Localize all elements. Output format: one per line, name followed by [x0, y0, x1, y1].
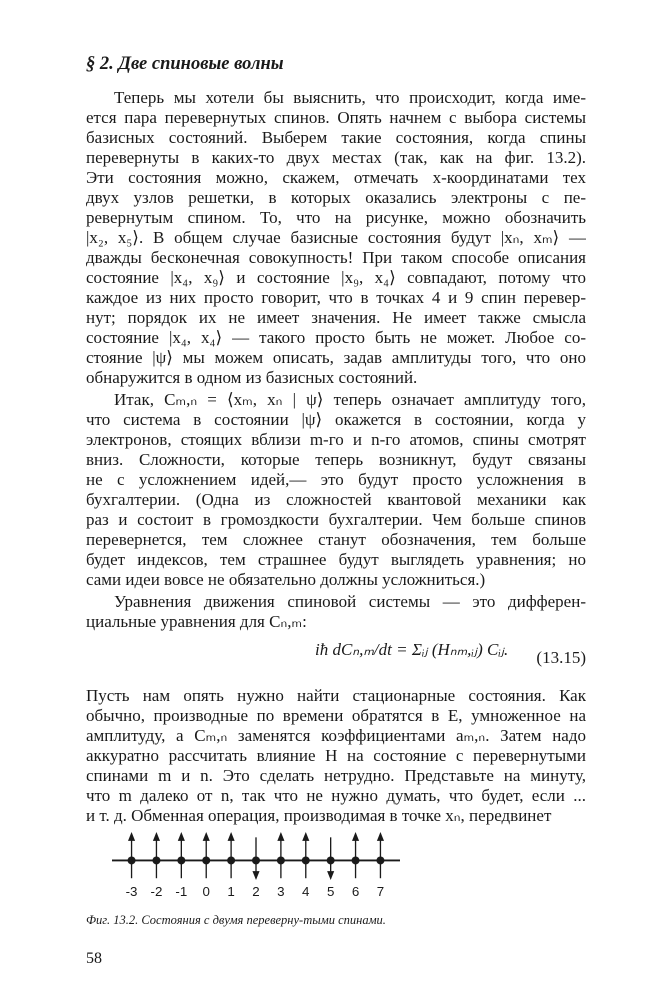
text-line: аккуратно рассчитать влияние H на состояние с перевернутыми	[86, 746, 586, 765]
position-label: 2	[252, 884, 260, 899]
position-label: 6	[351, 884, 360, 899]
text-line: состояние |x₄, x₉⟩ и состояние |x₉, x₄⟩ совпадают, потому что	[86, 268, 586, 287]
text-line: спинами m и n. Это сделать нетрудно. Представьте на минуту,	[86, 766, 586, 785]
lattice-site	[152, 856, 160, 864]
position-label: 4	[302, 884, 310, 899]
text-line: Итак, Cₘ,ₙ = ⟨xₘ, xₙ | ψ⟩ теперь означает амплитуду того,	[114, 390, 586, 409]
arrowhead-up	[178, 832, 185, 841]
text-line: |x₂, x₅⟩. В общем случае базисные состояния будут |xₙ, xₘ⟩ —	[86, 228, 586, 247]
text-line: перевернуты в каких-то двух местах (так, как на фиг. 13.2).	[86, 148, 586, 167]
text-line: бухгалтерии. (Одна из сложностей квантовой механики как	[86, 490, 586, 509]
text-line: стояние |ψ⟩ мы можем описать, задав амплитуды того, что оно	[86, 348, 586, 367]
text-line: дважды бесконечная совокупность! При таком способе описания	[86, 248, 586, 267]
text-line: состояние |x₄, x₄⟩ — такого просто быть не может. Любое со-	[86, 328, 586, 347]
text-line: будет индексов, тем страшнее будут выглядеть уравнения; но	[86, 550, 586, 569]
text-line: и т. д. Обменная операция, производимая в точке xₙ, передвинет	[86, 806, 552, 825]
arrowhead-up	[352, 832, 359, 841]
text-line: Уравнения движения спиновой системы — это дифферен-	[114, 592, 586, 611]
text-line: не с усложнением идей,— это будут просто усложнения в	[86, 470, 586, 489]
lattice-site	[202, 856, 210, 864]
position-label: 0	[202, 884, 210, 899]
text-line: нут; порядок их не имеет значения. Не имеет также смысла	[86, 308, 586, 327]
text-line: двух узлов решетки, в которых оказались электроны с пе-	[86, 188, 586, 207]
position-label: -3	[125, 884, 138, 899]
position-label: 1	[227, 884, 235, 899]
page-number: 58	[86, 950, 102, 967]
lattice-site	[227, 856, 235, 864]
text-line: сами идеи вовсе не обязательно должны усложниться.)	[86, 570, 486, 589]
text-line: каждое из них просто говорит, что в точках 4 и 9 спин перевер-	[86, 288, 586, 307]
text-line: ревернутым спином. То, что на рисунке, можно обозначить	[86, 208, 586, 227]
arrowhead-up	[302, 832, 309, 841]
section-heading: § 2. Две спиновые волны	[86, 54, 284, 74]
equation-number: (13.15)	[536, 648, 586, 667]
equation-formula: iħ dCₙ,ₘ/dt = Σᵢⱼ (Hₙₘ,ᵢⱼ) Cᵢⱼ.	[315, 640, 509, 659]
text-line: раз и состоит в громоздкости бухгалтерии. Чем больше спинов	[86, 510, 586, 529]
figure-caption: Фиг. 13.2. Состояния с двумя переверну-тыми спинами.	[86, 913, 386, 927]
lattice-site	[252, 856, 260, 864]
text-line: базисных состояний. Выберем такие состояния, когда спины	[86, 128, 586, 147]
text-line: обычно, производные по времени обратятся в E, умноженное на	[86, 706, 586, 725]
text-line: что m далеко от n, так что не нужно думать, что будет, если ...	[86, 786, 586, 805]
arrowhead-up	[203, 832, 210, 841]
text-line: вниз. Сложности, которые теперь возникнут, будут связаны	[86, 450, 586, 469]
arrowhead-down	[252, 871, 259, 880]
text-line: перевернется, тем сложнее станут обозначения, тем больше	[86, 530, 586, 549]
lattice-site	[277, 856, 285, 864]
text-line: циальные уравнения для Cₙ,ₘ:	[86, 612, 307, 631]
text-line: Пусть нам опять нужно найти стационарные состояния. Как	[86, 686, 586, 705]
text-line: амплитуду, а Cₘ,ₙ заменятся коэффициентами aₘ,ₙ. Затем надо	[86, 726, 586, 745]
text-line: Теперь мы хотели бы выяснить, что происходит, когда име-	[114, 88, 586, 107]
text-line: ется пара перевернутых спинов. Опять начнем с выбора системы	[86, 108, 586, 127]
arrowhead-up	[377, 832, 384, 841]
arrowhead-up	[128, 832, 135, 841]
spin-chain-figure	[86, 832, 426, 912]
equation-block	[86, 634, 586, 684]
text-line: что система в состоянии |ψ⟩ окажется в состоянии, когда у	[86, 410, 586, 429]
arrowhead-up	[277, 832, 284, 841]
text-line: Эти состояния можно, скажем, отмечать x-координатами тех	[86, 168, 586, 187]
arrowhead-up	[228, 832, 235, 841]
text-line: электронов, стоящих вблизи m-го и n-го атомов, спины смотрят	[86, 430, 586, 449]
position-label: 7	[376, 884, 385, 899]
lattice-site	[302, 856, 310, 864]
arrowhead-down	[327, 871, 334, 880]
lattice-site	[327, 856, 335, 864]
text-line: обнаружится в одном из базисных состояний.	[86, 368, 418, 387]
lattice-site	[128, 856, 136, 864]
position-label: 3	[277, 884, 285, 899]
lattice-site	[352, 856, 360, 864]
position-label: -2	[150, 884, 163, 899]
arrowhead-up	[153, 832, 160, 841]
position-label: 5	[326, 884, 335, 899]
lattice-site	[376, 856, 384, 864]
lattice-site	[177, 856, 185, 864]
position-label: -1	[175, 884, 188, 899]
